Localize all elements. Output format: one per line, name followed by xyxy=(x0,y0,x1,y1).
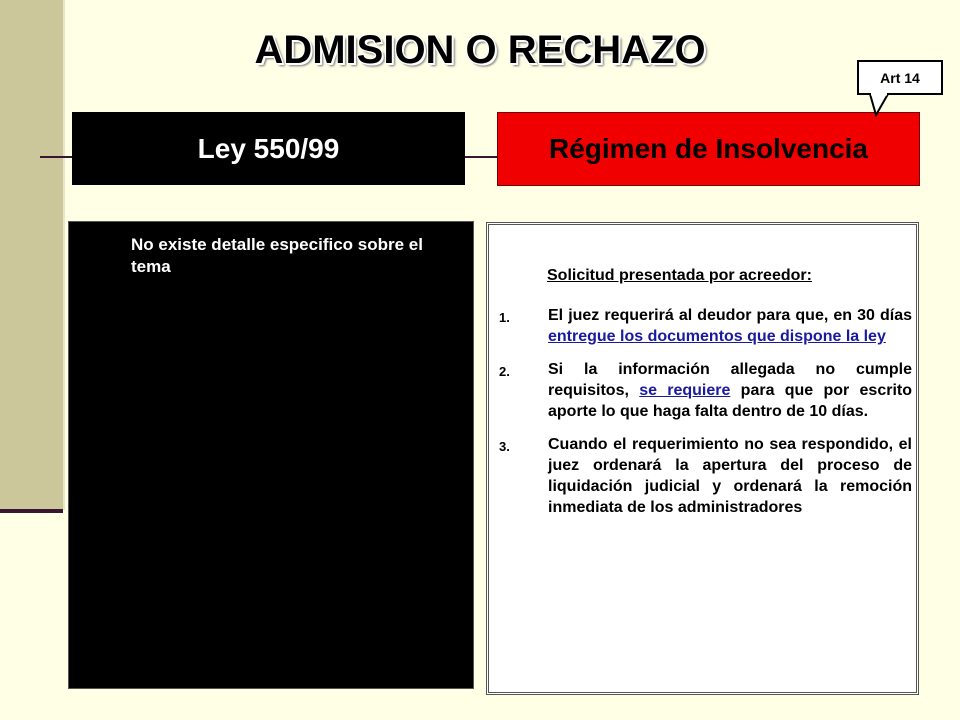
side-accent-line xyxy=(0,509,63,513)
regimen-steps-list xyxy=(499,305,912,530)
ley-550-header xyxy=(72,112,465,185)
list-item xyxy=(499,305,912,347)
list-item-text: Cuando el requerimiento no sea respondido, el juez ordenará la apertura del proceso de liquidación judicial y ordenará la remoción inmediata de los administradores xyxy=(548,436,912,516)
ley-550-text: No existe detalle especifico sobre el tema xyxy=(131,235,423,276)
list-item-underlined-text: entregue los documentos que dispone la ley xyxy=(548,328,886,345)
callout-label: Art 14 xyxy=(880,69,920,86)
regimen-panel xyxy=(486,222,919,695)
list-item xyxy=(499,434,912,518)
slide-title: ADMISION O RECHAZO xyxy=(254,28,706,72)
list-item-text: Si la información allegada no cumple requisitos, xyxy=(548,361,912,399)
regimen-insolvencia-header xyxy=(497,112,920,186)
callout-pointer xyxy=(862,93,902,117)
connector-line-middle xyxy=(465,156,497,158)
side-accent-edge xyxy=(63,0,65,510)
list-item-underlined-text: se requiere xyxy=(639,382,731,399)
list-item-text-tail: para que por escrito aporte lo que haga falta dentro de 10 días. xyxy=(548,382,912,420)
list-item-number: 3. xyxy=(499,439,510,454)
list-item-number: 1. xyxy=(499,310,510,325)
list-item-number: 2. xyxy=(499,364,510,379)
regimen-insolvencia-label: Régimen de Insolvencia xyxy=(549,133,868,164)
side-accent-bar xyxy=(0,0,63,510)
ley-550-label: Ley 550/99 xyxy=(197,132,340,164)
list-item-text: El juez requerirá al deudor para que, en 30 días xyxy=(548,307,912,324)
list-item xyxy=(499,359,912,422)
connector-line-left xyxy=(40,156,72,158)
ley-550-panel xyxy=(69,222,473,688)
art-14-callout xyxy=(857,60,943,95)
regimen-heading: Solicitud presentada por acreedor: xyxy=(547,267,812,284)
